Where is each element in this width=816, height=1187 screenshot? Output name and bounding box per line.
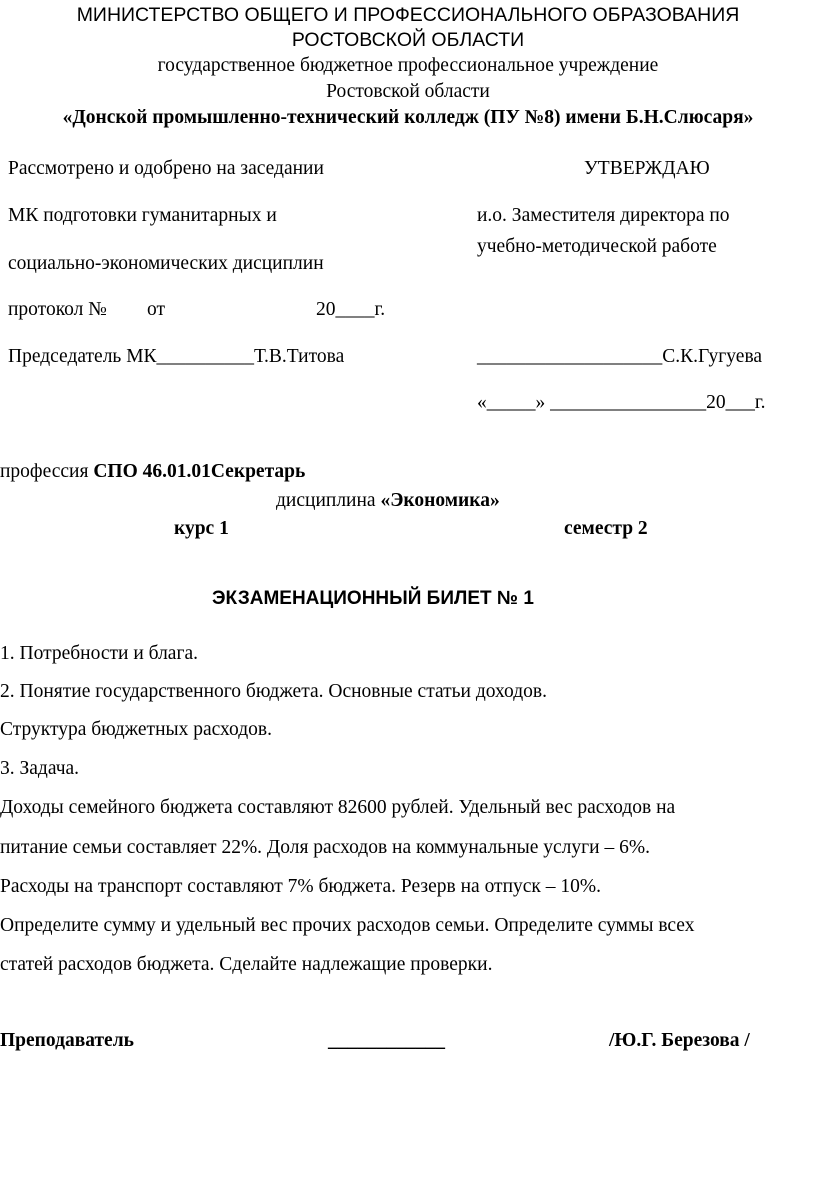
approver-position-1: и.о. Заместителя директора по [477, 205, 730, 226]
approver-signature: ___________________С.К.Гугуева [477, 346, 763, 367]
profession-value: СПО 46.01.01Секретарь [93, 461, 306, 482]
discipline-label: дисциплина [276, 490, 381, 511]
region: Ростовской области [326, 81, 490, 102]
protocol-year: 20____г. [316, 299, 386, 320]
ministry-line-1: МИНИСТЕРСТВО ОБЩЕГО И ПРОФЕССИОНАЛЬНОГО ОБРАЗОВАНИЯ [76, 4, 740, 26]
approve-title: УТВЕРЖДАЮ [584, 158, 710, 179]
protocol-from: от [147, 299, 166, 320]
ticket-title: ЭКЗАМЕНАЦИОННЫЙ БИЛЕТ № 1 [212, 588, 534, 609]
ministry-line-2: РОСТОВСКОЙ ОБЛАСТИ [291, 29, 525, 51]
approver-position-2: учебно-методической работе [477, 236, 717, 257]
disciplines-line: социально-экономических дисциплин [8, 253, 324, 274]
ticket-line: Доходы семейного бюджета составляют 82600 рублей. Удельный вес расходов на [0, 797, 676, 818]
approval-date: «_____» ________________20___г. [477, 392, 766, 413]
commission-chair: Председатель МК__________Т.В.Титова [8, 346, 345, 367]
institution-type: государственное бюджетное профессиональное учреждение [157, 55, 659, 76]
ticket-line: Структура бюджетных расходов. [0, 719, 272, 740]
ticket-line: статей расходов бюджета. Сделайте надлежащие проверки. [0, 954, 493, 975]
reviewed-line: Рассмотрено и одобрено на заседании [8, 158, 324, 179]
ticket-line: Расходы на транспорт составляют 7% бюджета. Резерв на отпуск – 10%. [0, 876, 602, 897]
discipline-value: «Экономика» [380, 490, 500, 511]
discipline-line [276, 490, 500, 512]
college-name: «Донской промышленно-технический колледж (ПУ №8) имени Б.Н.Слюсаря» [62, 107, 754, 128]
semester: семестр 2 [564, 518, 648, 539]
commission-line: МК подготовки гуманитарных и [8, 205, 277, 226]
teacher-name: /Ю.Г. Березова / [609, 1030, 750, 1051]
ticket-line: Определите сумму и удельный вес прочих расходов семьи. Определите суммы всех [0, 915, 695, 936]
profession-line [0, 461, 305, 483]
teacher-label: Преподаватель [0, 1030, 134, 1051]
profession-label: профессия [0, 461, 94, 482]
course: курс 1 [174, 518, 229, 539]
protocol-label: протокол № [8, 299, 107, 320]
ticket-line: 1. Потребности и блага. [0, 643, 198, 664]
teacher-signature-line: ____________ [328, 1030, 445, 1051]
ticket-line: 2. Понятие государственного бюджета. Основные статьи доходов. [0, 681, 547, 702]
ticket-line: питание семьи составляет 22%. Доля расходов на коммунальные услуги – 6%. [0, 837, 650, 858]
ticket-line: 3. Задача. [0, 758, 80, 779]
